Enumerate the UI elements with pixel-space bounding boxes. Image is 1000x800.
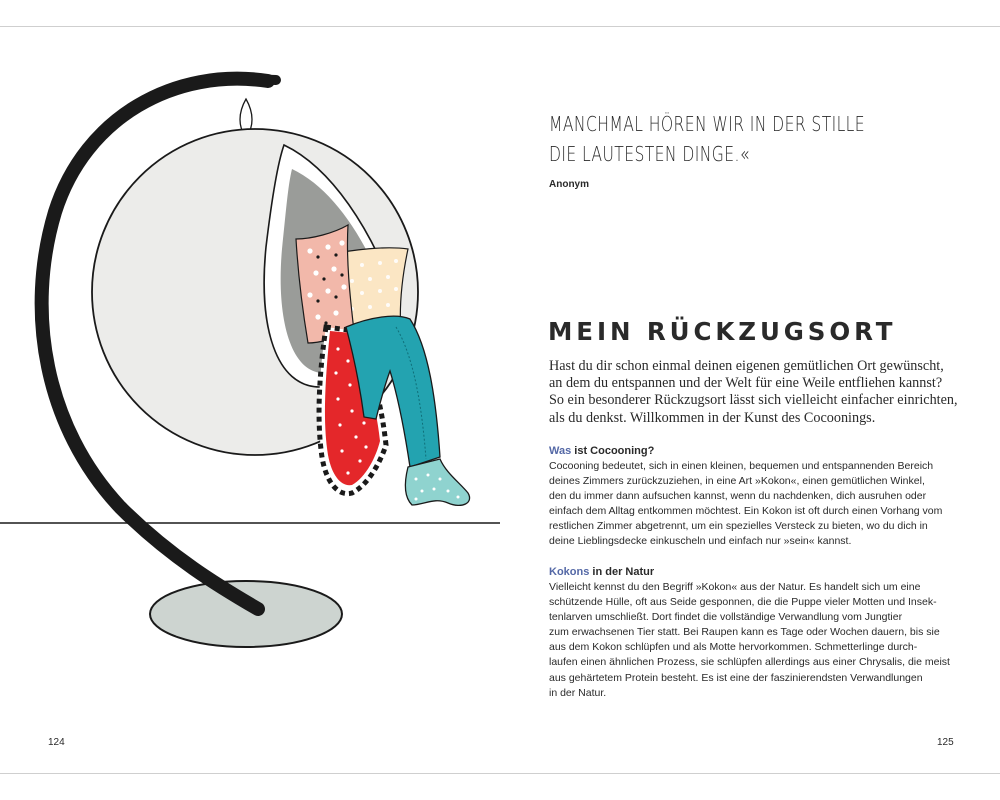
section-kokons-in-der-natur xyxy=(549,565,969,701)
body-line: den du immer dann aufsuchen kannst, wenn du nachdenken, dich ausruhen oder xyxy=(549,490,927,503)
section-what-is-cocooning xyxy=(549,444,969,550)
left-page xyxy=(0,27,500,773)
body-line: deines Zimmers zurückzuziehen, in eine Art »Kokon«, einen gemütlichen Winkel, xyxy=(549,475,925,488)
page-number-left: 124 xyxy=(48,737,65,748)
body-line: schützende Hülle, oft aus Seide gesponnen, die die Puppe vieler Motten und Insek- xyxy=(549,596,937,609)
section-title-accent: Kokons xyxy=(549,566,590,578)
quote-line: MANCHMAL HÖREN WIR IN DER STILLE xyxy=(549,112,866,136)
section-body xyxy=(549,580,969,701)
right-page xyxy=(500,27,1000,773)
quote-line: DIE LAUTESTEN DINGE.« xyxy=(549,142,750,166)
section-body xyxy=(549,459,969,550)
quote xyxy=(549,109,877,169)
body-line: tenlarven umschließt. Dort findet die vollständige Verwandlung vom Jungtier xyxy=(549,611,903,624)
intro-paragraph xyxy=(549,358,969,427)
body-line: zum erwachsenen Tier statt. Bei Raupen kann es Tage oder Wochen dauern, bis sie xyxy=(549,626,940,639)
intro-line: als du denkst. Willkommen in der Kunst des Cocoonings. xyxy=(549,409,876,426)
body-line: aus gehärtetem Protein besteht. Es ist eine der faszinierendsten Verwandlungen xyxy=(549,671,923,684)
intro-line: Hast du dir schon einmal deinen eigenen gemütlichen Ort gewünscht, xyxy=(549,358,944,374)
body-line: laufen einen ähnlichen Prozess, sie schlüpfen allerdings aus einer Chrysalis, die meist xyxy=(549,656,950,669)
book-spread xyxy=(0,26,1000,774)
body-line: einfach dem Alltag entkommen möchtest. Ein Kokon ist oft durch einen Vorhang vom xyxy=(549,505,943,518)
section-title xyxy=(549,444,969,459)
intro-line: an dem du entspannen und der Welt für eine Weile entfliehen kannst? xyxy=(549,375,943,392)
quote-author: Anonym xyxy=(549,179,589,190)
section-title-rest: in der Natur xyxy=(589,566,655,578)
body-line: restlichen Zimmer abgetrennt, um ein spezielles Versteck zu bieten, wo du dich in xyxy=(549,520,928,533)
page-number-right: 125 xyxy=(937,737,954,748)
body-line: Vielleicht kennst du den Begriff »Kokon« aus der Natur. Es handelt sich um eine xyxy=(549,581,921,593)
chapter-heading: MEIN RÜCKZUGSORT xyxy=(548,317,897,346)
body-line: Cocooning bedeutet, sich in einen kleinen, bequemen und entspannenden Bereich xyxy=(549,460,934,472)
body-line: deine Lieblingsdecke einkuscheln und einfach nur »sein« kannst. xyxy=(549,535,852,548)
section-title-accent: Was xyxy=(549,445,572,457)
hanging-egg-chair-illustration xyxy=(0,27,500,775)
intro-line: So ein besonderer Rückzugsort lässt sich vielleicht einfacher einrichten, xyxy=(549,392,958,409)
body-line: aus dem Kokon schlüpfen und als Motte hervorkommen. Schmetterlinge durch- xyxy=(549,641,918,654)
section-title-rest: ist Cocooning? xyxy=(571,445,655,457)
body-line: in der Natur. xyxy=(549,686,607,699)
chair-base xyxy=(150,581,342,647)
section-title xyxy=(549,565,969,580)
